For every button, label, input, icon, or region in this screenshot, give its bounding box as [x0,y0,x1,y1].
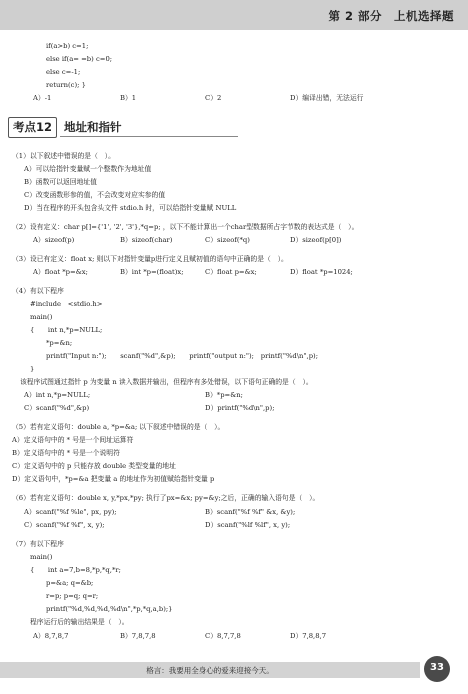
option-c: C）2 [205,94,222,102]
question-stem: （6）若有定义语句：double x, y,*px,*py; 执行了px=&x; py=&y;之后，正确的输入语句是（ ）。 [12,494,320,502]
page-footer [0,652,468,694]
question-stem: （2）设有定义：char p[]={'1', '2', '3'},*q=p; ，以下不能计算出一个char型数据所占字节数的表达式是（ ）。 [12,223,359,231]
code-line: #include <stdio.h> [30,300,103,308]
option-c: C）scanf("%d",&p) [24,404,90,412]
option-b: B）函数可以返回地址值 [24,178,97,186]
option-b: B）scanf("%f %f" &x, &y); [205,508,296,516]
question-desc: 该程序试图通过指针 p 为变量 n 读入数据并输出，但程序有多处错误，以下语句正确的是（ ）。 [20,378,313,386]
code-line: if(a>b) c=1; [46,42,89,50]
code-line: p=&a; q=&b; [46,579,94,587]
topic-number: 考点12 [8,117,57,138]
option-a: A）int n,*p=NULL; [24,391,91,399]
question-stem: （7）有以下程序 [12,540,64,548]
option-c: C）8,7,7,8 [205,632,241,640]
option-a: A）8,7,8,7 [33,632,69,640]
option-d: D）printf("%d\n",p); [205,404,275,412]
header-title: 第 2 部分 上机选择题 [328,9,454,23]
option-a: A）scanf("%f %le", px, py); [24,508,117,516]
topic-divider [60,136,238,137]
option-b: B）int *p=(float)x; [120,268,184,276]
question-stem: （4）有以下程序 [12,287,64,295]
code-line: *p=&n; [46,339,73,347]
page-number: 33 [430,662,444,673]
code-line: { int n,*p=NULL; [30,326,103,334]
option-a: A）可以给指针变量赋一个整数作为地址值 [24,165,152,173]
page-header [0,0,468,30]
code-line: else c=-1; [46,68,81,76]
option-d: D）定义语句中，*p=&a 把变量 a 的地址作为初值赋给指针变量 p [12,475,215,483]
question-desc: 程序运行后的输出结果是（ ）。 [30,618,129,626]
question-stem: （5）若有定义语句：double a, *p=&a; 以下叙述中错误的是（ ）。 [12,423,225,431]
option-c: C）改变函数形参的值，不会改变对应实参的值 [24,191,166,199]
code-line: main() [30,553,53,561]
option-b: B）*p=&n; [205,391,243,399]
code-line: { int a=7,b=8,*p,*q,*r; [30,566,121,574]
option-b: B）定义语句中的 * 号是一个说明符 [12,449,120,457]
footer-motto: 格言：我要用全身心的爱来迎接今天。 [146,666,274,675]
question-stem: （3）设已有定义：float x; 则以下对指针变量p进行定义且赋初值的语句中正确的是（ ）。 [12,255,288,263]
question-stem: （1）以下叙述中错误的是（ ）。 [12,152,115,160]
option-d: D）编译出错，无法运行 [290,94,364,102]
page-number-badge [424,656,450,682]
code-line: else if(a= =b) c=0; [46,55,113,63]
option-a: A）-1 [33,94,52,102]
option-c: C）sizeof(*q) [205,236,250,244]
option-c: C）scanf("%f %f", x, y); [24,521,105,529]
option-b: B）7,8,7,8 [120,632,156,640]
code-line: printf("Input n:"); scanf("%d",&p); printf("output n:"); printf("%d\n",p); [46,352,319,360]
option-d: D）7,8,8,7 [290,632,327,640]
code-line: } [30,365,35,373]
option-d: D）float *p=1024; [290,268,353,276]
topic-heading [8,117,238,139]
code-line: main() [30,313,53,321]
code-line: printf("%d,%d,%d,%d\n",*p,*q,a,b);} [46,605,173,613]
option-d: D）sizeof(p[0]) [290,236,342,244]
code-line: r=p; p=q; q=r; [46,592,99,600]
option-d: D）当在程序的开头包含头文件 stdio.h 时，可以给指针变量赋 NULL [24,204,237,212]
option-c: C）float p=&x; [205,268,257,276]
code-line: return(c); } [46,81,86,89]
option-a: A）sizeof(p) [33,236,75,244]
option-c: C）定义语句中的 p 只能存放 double 类型变量的地址 [12,462,176,470]
option-b: B）1 [120,94,137,102]
option-d: D）scanf("%lf %lf", x, y); [205,521,291,529]
topic-title: 地址和指针 [64,120,122,134]
option-a: A）定义语句中的 * 号是一个间址运算符 [12,436,134,444]
option-b: B）sizeof(char) [120,236,173,244]
option-a: A）float *p=&x; [33,268,88,276]
